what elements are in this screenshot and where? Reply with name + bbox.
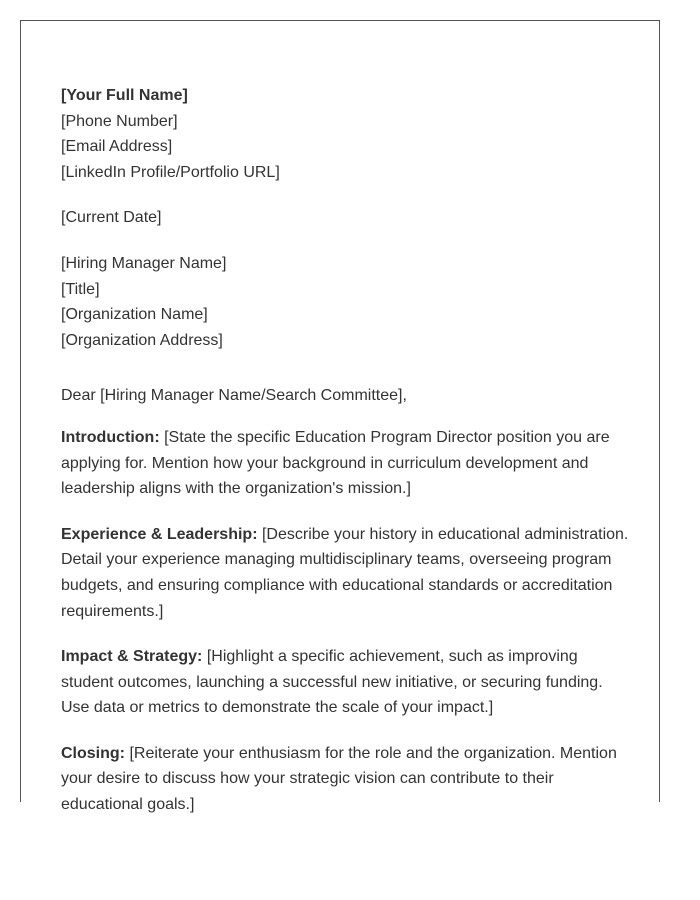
recipient-address: [Organization Address] [61, 331, 223, 349]
paragraph-label: Closing: [61, 744, 125, 762]
paragraph-label: Experience & Leadership: [61, 525, 258, 543]
sender-linkedin: [LinkedIn Profile/Portfolio URL] [61, 163, 280, 181]
paragraph-text: [State the specific Education Program Director position you are applying for. Mention how your background in curriculum development and leadership aligns with the organization's mission.] [61, 428, 610, 498]
recipient-manager-name: [Hiring Manager Name] [61, 254, 227, 272]
letter-content [61, 83, 631, 838]
paragraph-impact-strategy [61, 644, 631, 721]
recipient-block [61, 251, 631, 353]
paragraph-text: [Highlight a specific achievement, such as improving student outcomes, launching a successful new initiative, or securing funding. Use data or metrics to demonstrate the scale of your impact.] [61, 648, 603, 717]
paragraph-label: Introduction: [61, 428, 160, 446]
letter-date: [Current Date] [61, 209, 162, 227]
letter-date-block [61, 205, 631, 231]
sender-full-name: [Your Full Name] [61, 87, 188, 104]
paragraph-experience-leadership [61, 522, 631, 624]
paragraph-label: Impact & Strategy: [61, 648, 203, 666]
salutation: Dear [Hiring Manager Name/Search Committee], [61, 387, 407, 405]
recipient-organization: [Organization Name] [61, 306, 208, 324]
paragraph-closing [61, 741, 631, 818]
paragraph-text: [Describe your history in educational administration. Detail your experience managing multidisciplinary teams, overseeing program budgets, and ensuring compliance with educational standards or accreditation requirements.] [61, 525, 629, 620]
letter-page [20, 20, 660, 814]
sender-phone: [Phone Number] [61, 112, 178, 130]
sender-email: [Email Address] [61, 138, 173, 156]
paragraph-introduction [61, 425, 631, 502]
recipient-title: [Title] [61, 280, 100, 298]
sender-contact-block [61, 83, 631, 185]
paragraph-text: [Reiterate your enthusiasm for the role and the organization. Mention your desire to discuss how your strategic vision can contribute to their educational goals.] [61, 744, 617, 814]
